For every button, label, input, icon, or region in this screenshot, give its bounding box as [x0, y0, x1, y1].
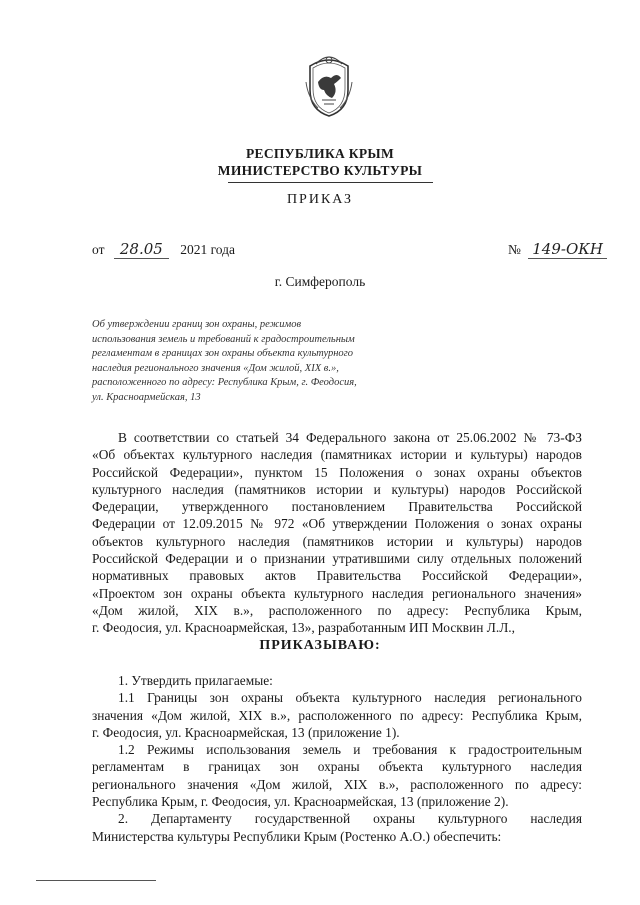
item-line: 1.1 Границы зон охраны объекта культурного наследия регионального: [118, 690, 582, 706]
preamble-line: В соответствии со статьей 34 Федерального закона от 25.06.2002 № 73-ФЗ: [118, 430, 582, 445]
item-line: г. Феодосия, ул. Красноармейская, 13 (приложение 1).: [92, 724, 400, 740]
preamble-line: г. Феодосия, ул. Красноармейская, 13», разработанным ИП Москвин Л.Л.,: [92, 620, 515, 636]
preamble-line: Российской Федерации и о признании утратившими силу отдельных положений: [92, 551, 582, 567]
document-type: ПРИКАЗ: [286, 192, 354, 207]
item-line: 1. Утвердить прилагаемые:: [118, 673, 273, 688]
title-line: наследия регионального значения «Дом жилой, XIX в.»,: [92, 362, 339, 374]
preamble-line: «Дом жилой, XIX в.», расположенного по адресу: Республика Крым,: [92, 602, 582, 618]
order-date: [92, 240, 235, 258]
title-line: Об утверждении границ зон охраны, режимов: [92, 319, 302, 330]
preamble-line: Федерации от 12.09.2015 № 972 «Об утверждении Положения о зонах охраны: [92, 516, 582, 532]
item-line: регламентам в границах зон охраны объекта культурного наследия: [92, 759, 582, 775]
item-line: Республика Крым, г. Феодосия, ул. Красноармейская, 13 (приложение 2).: [92, 794, 509, 810]
preamble-line: Российской Федерации», пунктом 15 Положения о зонах охраны объектов: [92, 464, 582, 480]
preamble-line: объектов культурного наследия (памятников истории и культуры) народов: [92, 533, 582, 549]
title-line: ул. Красноармейская, 13: [92, 391, 201, 403]
preamble-line: Федерации, утвержденного постановлением Правительства Российской: [92, 499, 582, 515]
order-title: [92, 318, 422, 406]
order-city: г. Симферополь: [274, 274, 366, 289]
handwritten-date: 28.05: [114, 240, 169, 259]
order-directive: ПРИКАЗЫВАЮ:: [259, 638, 381, 653]
item-line: 1.2 Режимы использования земель и требования к градостроительным: [118, 742, 582, 758]
order-number: [508, 240, 607, 258]
ministry-header-line2: МИНИСТЕРСТВО КУЛЬТУРЫ: [217, 163, 423, 178]
crimea-coat-of-arms-emblem: [304, 52, 354, 118]
item-line: регионального значения «Дом жилой, XIX в.», расположенного по адресу:: [92, 776, 582, 792]
order-items: [92, 672, 582, 845]
ministry-header-line1: РЕСПУБЛИКА КРЫМ: [245, 146, 394, 161]
preamble-line: «Проектом зон охраны объекта культурного наследия регионального значения»: [92, 585, 582, 601]
number-prefix: №: [508, 242, 521, 257]
preamble-paragraph: [92, 429, 582, 637]
item-line: значения «Дом жилой, XIX в.», расположенного по адресу: Республика Крым,: [92, 707, 582, 723]
date-year: 2021 года: [180, 242, 235, 257]
header-divider: [228, 182, 433, 183]
title-line: использования земель и требований к градостроительным: [92, 333, 355, 345]
footnote-divider: [36, 880, 156, 881]
item-line: Министерства культуры Республики Крым (Ростенко А.О.) обеспечить:: [92, 828, 502, 844]
item-line: 2. Департаменту государственной охраны культурного наследия: [118, 811, 582, 827]
preamble-line: нормативных правовых актов Правительства Российской Федерации»,: [92, 568, 582, 584]
preamble-line: культурного наследия (памятников истории и культуры) народов Российской: [92, 481, 582, 497]
title-line: регламентам в границах зон охраны объекта культурного: [92, 348, 354, 360]
preamble-line: «Об объектах культурного наследия (памятниках истории и культуры) народов: [92, 447, 582, 463]
date-prefix: от: [92, 242, 105, 257]
handwritten-number: 149-ОКН: [528, 240, 607, 259]
title-line: расположенного по адресу: Республика Крым, г. Феодосия,: [92, 377, 357, 389]
